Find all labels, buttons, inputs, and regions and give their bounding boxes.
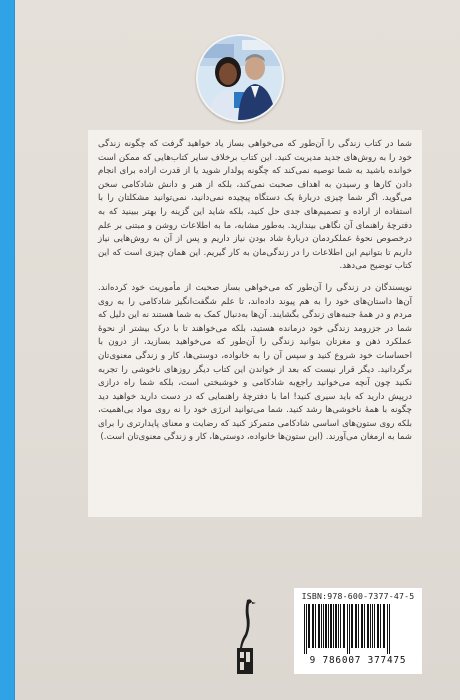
barcode-bar (349, 604, 350, 654)
barcode-bar (351, 604, 353, 648)
barcode-bar (330, 604, 332, 648)
author-photo-icon (198, 36, 282, 120)
barcode-bar (364, 604, 365, 648)
barcode-bar (325, 604, 327, 648)
barcode-bar (361, 604, 363, 648)
barcode-bar (372, 604, 373, 648)
barcode-bar (355, 604, 357, 648)
barcode-bar (318, 604, 320, 648)
barcode-bar (343, 604, 345, 648)
description-panel (88, 130, 422, 517)
isbn-text: ISBN:978-600-7377-47-5 (301, 591, 415, 601)
barcode-bar (389, 604, 390, 654)
barcode-bar (306, 604, 307, 654)
author-photo (196, 34, 284, 122)
barcode-label (294, 588, 422, 674)
barcode-bar (304, 604, 305, 654)
barcode-bar (347, 604, 348, 654)
barcode-bar (358, 604, 359, 648)
barcode-bar (367, 604, 369, 648)
description-paragraph-2: نویسندگان در زندگی را آن‌طور که می‌خواهی بساز صحبت از مأموریت خود کرده‌اند. آن‌ها داستان‌های خود را به هم پیوند داده‌اند، تا علم شگفت‌انگیز شادکامی را به روی مردم و در همهٔ جنبه‌های زندگی بگشایند. آن‌ها به‌دنبال کمک به شما هستند نه این دلیل که شما در جزرومد زندگی خود درمانده هستید، بلکه می‌خواهند تا با درک بیشتر از نحوهٔ عملکرد ذهن و مغزتان بتوانید زندگی را آن‌طور که می‌خواهید بسازید، از درون با احساسات خود شروع کنید و سپس آن را به خانواده، دوستی‌ها، کار و زندگی معنوی‌تان برگردانید. دیگر قرار نیست که بعد از خواندن این کتاب دیگر روزهای ناخوشی را تجربه نکنید چون آنچه می‌خوانید راجع‌به شادکامی و خوشبختی است، بلکه شما راه درازی درپیش دارید که باید سیری کنید! اما با دفترچهٔ راهنمایی که در دست دارید خواهید دید چگونه با همهٔ ناخوشی‌ها رشد کنید. شما می‌توانید انرژی خود را نه روی مواد بی‌اهمیت، بلکه روی ستون‌های اساسی شادکامی متمرکز کنید که رضایت و معنای پایدارتری را برای شما به ارمغان می‌آورند. (این ستون‌ها خانواده، دوستی‌ها، کار و زندگی معنوی‌تان است.) (98, 282, 412, 443)
barcode-bars (300, 604, 416, 654)
barcode-bar (340, 604, 341, 648)
barcode-bar (333, 604, 334, 648)
barcode-bar (374, 604, 375, 648)
publisher-logo (233, 596, 257, 676)
barcode-bar (383, 604, 385, 648)
barcode-bar (338, 604, 339, 648)
description-paragraph-1: شما در کتاب زندگی را آن‌طور که می‌خواهی بساز یاد خواهید گرفت که چگونه زندگی خود را به روش‌های جدید مدیریت کنید. این کتاب برخلاف سایر کتاب‌هایی که ممکن است خوانده باشید به شما توصیه نمی‌کند که چگونه پولدار شوید یا از قدرت اراده برای انجام دادن کارها و رسیدن به اهداف صحبت نمی‌کند، بلکه از هنر و دانش شادکامی سخن می‌گوید. اگر شما چیزی دربارهٔ یک دستگاه پیچیده نمی‌دانید، نمی‌توانید مشکلتان را با استفاده از اراده و تصمیم‌های جدی حل کنید، بلکه شاید این گزینه را بهتر ببینید که به دفترچهٔ راهنمای آن نگاهی بیندازید. به‌طور مشابه، ما به اطلاعات روشن و مبتنی بر علم درخصوص نحوهٔ عملکردمان دربارهٔ شاد بودن نیاز داریم و پس از آن به روش‌هایی نیاز داریم تا بتوانیم این اطلاعات را در زندگی‌مان به کار گیریم. این همان چیزی است که این کتاب توضیح می‌دهد. (98, 139, 412, 272)
barcode-bar (370, 604, 371, 648)
barcode-bar (312, 604, 314, 648)
barcode-bar (377, 604, 379, 648)
barcode-bar (308, 604, 310, 648)
barcode-bar (387, 604, 388, 654)
barcode-bar (335, 604, 337, 648)
barcode-bar (323, 604, 324, 648)
barcode-bar (315, 604, 316, 648)
barcode-bar (380, 604, 381, 648)
barcode-number: 9 786007 377475 (309, 655, 407, 666)
barcode-bar (328, 604, 329, 648)
cover-spine-stripe (0, 0, 15, 700)
publisher-bird-logo-icon (233, 596, 257, 676)
barcode-bar (321, 604, 322, 648)
